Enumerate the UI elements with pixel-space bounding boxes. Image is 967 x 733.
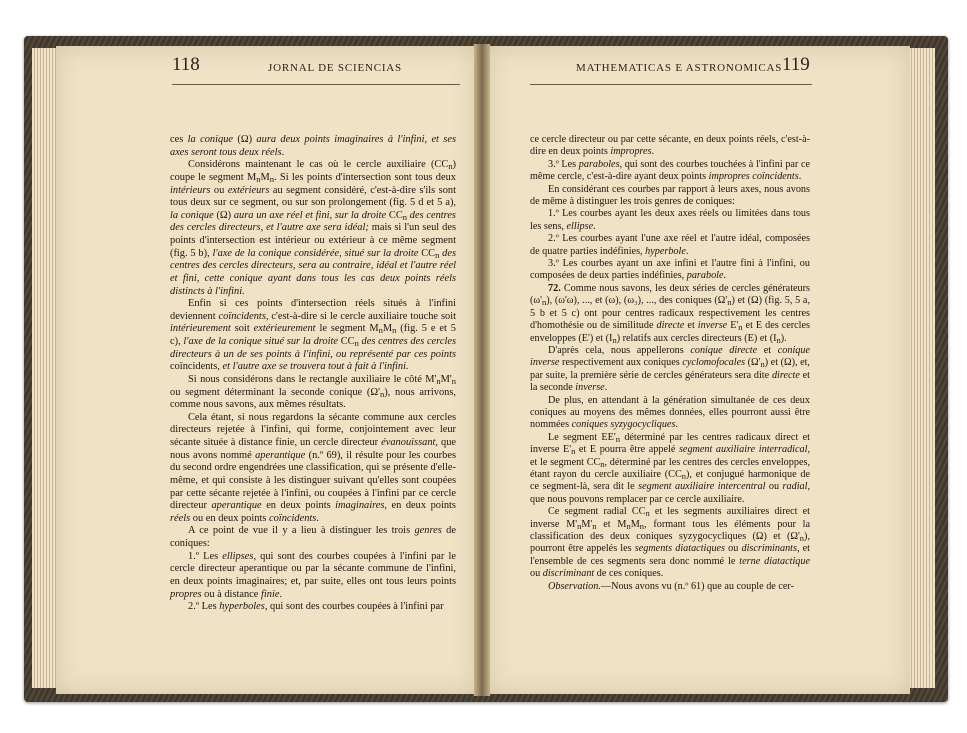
header-rule	[172, 84, 460, 85]
text-run: .	[281, 146, 285, 158]
text-run: ).	[780, 332, 787, 344]
paragraph	[170, 525, 456, 550]
paragraph	[530, 233, 810, 258]
text-run: et	[684, 320, 698, 332]
text-run: parabole	[686, 270, 724, 282]
text-run: aura deux points imaginaires à l'infini	[256, 134, 425, 145]
text-run: Observation.	[548, 580, 601, 592]
text-run: de coniques:	[170, 525, 456, 549]
text-run: (Ω)	[233, 134, 257, 145]
text-run: Cela étant, si nous regardons la sécante commune aux cercles directeurs rejetée à l'infini, qui forme, conjointement avec leur sécante située à distance finie, un cercle directeur	[170, 411, 456, 448]
text-run: segment auxiliaire intercentral	[638, 481, 766, 493]
paragraph	[170, 374, 456, 412]
text-run: ou	[765, 481, 783, 493]
text-run: imaginaires	[335, 500, 385, 512]
book-gutter	[474, 44, 490, 696]
text-run: segment auxiliaire interradical	[678, 444, 808, 456]
text-run: n	[799, 533, 805, 543]
text-run: la conique	[187, 134, 234, 145]
text-run: 1.º Les courbes ayant les deux axes réels ou limitées dans tous les sens,	[530, 208, 810, 232]
text-run: directe	[771, 369, 800, 381]
text-run: , en deux points	[384, 500, 456, 512]
text-run: des centres des cercles directeurs, et l'autre axe sera idéal;	[170, 209, 456, 234]
text-run: aperantique	[255, 449, 306, 461]
text-run: n	[776, 334, 781, 345]
text-run: n	[600, 458, 605, 469]
text-run: intérieurement	[170, 323, 231, 335]
text-run: A ce point de vue il y a lieu à distinguer les trois	[188, 525, 415, 537]
text-run: de ces coniques.	[594, 568, 664, 580]
text-run: aperantique	[211, 500, 262, 512]
right-page-header	[530, 54, 812, 80]
text-run: ce cercle directeur ou par cette sécante, en deux points réels, c'est-à-dire en deux points	[530, 134, 810, 158]
text-run: genres	[414, 525, 442, 537]
text-run: n	[448, 161, 453, 172]
text-run: M	[630, 518, 640, 530]
text-run: Le segment EE'	[548, 431, 616, 443]
text-run: et les segments auxiliaires direct et inverse M'	[530, 506, 810, 530]
paragraph	[170, 159, 456, 298]
text-run: et l'autre axe se trouvera tout à fait à l'infini.	[222, 361, 409, 373]
text-run: n	[639, 520, 645, 531]
text-run: conique directe	[690, 344, 758, 356]
text-run: n	[760, 359, 765, 370]
text-run: radial	[782, 481, 808, 493]
paragraph	[170, 412, 456, 526]
text-run: et la seconde	[530, 369, 810, 394]
text-run: .	[279, 588, 283, 600]
text-run: ), nous arrivons, comme nous savons, aux mêmes résultats.	[170, 386, 457, 411]
text-run: directe	[656, 320, 685, 332]
text-run: .	[675, 419, 678, 431]
left-page-text	[170, 134, 456, 618]
paragraph	[530, 283, 810, 345]
text-run: n	[612, 334, 617, 345]
text-run: M	[382, 323, 393, 335]
paragraph	[530, 395, 810, 432]
text-run: respectivement aux coniques	[559, 357, 683, 369]
text-run: n	[269, 173, 274, 184]
text-run: n	[615, 433, 620, 444]
paragraph	[530, 581, 810, 593]
paragraph	[530, 432, 810, 506]
page-number: 118	[172, 54, 200, 75]
text-run: ), (ω'ω), ..., et (ω), (ω₃), ..., des coniques (Ω'	[546, 295, 728, 307]
text-run: discriminants	[741, 543, 797, 555]
text-run: et	[757, 344, 778, 356]
text-run: 2.º Les	[188, 601, 220, 613]
text-run: ) coupe le segment M	[170, 159, 456, 183]
text-run: impropres coïncidents	[708, 171, 799, 183]
text-run: .	[685, 245, 689, 257]
text-run: ) et (Ω) (fig. 5, 5 a, 5 b et 5 c) ont pour centres radicaux respectivement les centres d'homothésie ou de similitude	[530, 295, 810, 332]
text-run: .	[604, 382, 608, 394]
text-run: impropres	[610, 146, 652, 158]
text-run: n	[577, 520, 582, 531]
text-run: , et l'ensemble de ces segments sera donc nommé le	[530, 543, 810, 567]
text-run: des centres des cercles directeurs, sera au contraire, idéal et l'autre réel et fini, cette conique ayant dans tous les cas deux points réels distincts à l'infini.	[170, 247, 457, 297]
text-run: n	[379, 388, 385, 399]
text-run: Ce segment radial CC	[548, 506, 646, 518]
text-run: , qui sont des courbes coupées à l'infini par	[264, 601, 444, 613]
text-run: ), et conjugué harmonique de ce segment-là, sera dit le	[530, 468, 810, 493]
text-run: le segment M	[315, 323, 379, 335]
text-run: coïncidents	[218, 310, 266, 322]
text-run: , c'est-à-dire si le cercle auxiliaire touche soit	[265, 310, 456, 322]
text-run: n	[645, 508, 650, 519]
paragraph	[530, 159, 810, 184]
text-run: ou segment déterminant la seconde conique (Ω'	[170, 386, 380, 398]
text-run: n	[354, 338, 359, 348]
text-run: ,	[424, 134, 432, 145]
text-run: .	[316, 512, 319, 524]
text-run: , déterminé par les centres des cercles enveloppes, étant rayon du cercle auxiliaire (CC	[530, 456, 810, 480]
page-edges-right	[909, 48, 935, 688]
text-run: En considérant ces courbes par rapport à leurs axes, nous avons de même à distinguer les trois genres de coniques:	[530, 183, 810, 208]
text-run: , que nous avons nommé	[170, 437, 456, 461]
text-run: évanouissant	[381, 437, 436, 448]
text-run: M'	[581, 518, 593, 530]
page-edges-left	[32, 48, 58, 688]
text-run: ), pourront être appelés les	[530, 531, 810, 555]
text-run: 1.º Les	[188, 550, 223, 562]
paragraph	[530, 258, 810, 283]
text-run: .	[651, 146, 655, 158]
text-run: coïncidents	[269, 512, 317, 524]
paragraph	[170, 298, 456, 374]
text-run: , et le segment CC	[530, 444, 810, 468]
text-run: E'	[727, 320, 739, 332]
text-run: hyperbole	[645, 245, 686, 257]
text-run: (fig. 5 e et 5 c),	[170, 323, 456, 347]
text-run: n	[592, 520, 597, 531]
text-run: , qui sont des courbes touchées à l'infini par ce même cercle, c'est-à-dire ayant deux points	[530, 158, 810, 183]
left-page-header	[172, 54, 460, 80]
text-run: n	[451, 375, 456, 386]
text-run: inverse	[575, 382, 605, 394]
text-run: n	[727, 297, 732, 308]
text-run: De plus, en attendant à la génération simultanée de ces deux coniques au moyens des mêmes données, elles pourront aussi être nommées	[530, 394, 810, 431]
text-run: et M	[596, 518, 627, 530]
text-run: ou à distance	[201, 588, 261, 600]
text-run: .	[723, 270, 727, 282]
text-run: 3.º Les	[548, 158, 579, 170]
text-run: n	[626, 520, 631, 531]
paragraph	[170, 551, 456, 602]
text-run: n	[378, 325, 383, 336]
text-run: déterminé par les centres radicaux direct et inverse E'	[530, 431, 810, 456]
text-run: n	[436, 375, 441, 386]
text-run: D'après cela, nous appellerons	[548, 344, 691, 356]
text-run: 2.º Les courbes ayant l'une axe réel et l'autre idéal, composées de quatre parties indéfinies,	[530, 233, 810, 257]
text-run: la conique	[170, 209, 214, 221]
text-run: n	[435, 249, 440, 260]
text-run: coniques syzygocycliques	[571, 419, 676, 431]
text-run: ) et (Ω), et, par suite, la première série de cercles générateurs sera dite	[530, 357, 810, 381]
text-run: ou	[725, 543, 742, 555]
text-run: (n.º 69), il résulte pour les courbes du second ordre engendrées une classification, qui se présente d'elle-même, et qui consiste à les distinguer suivant qu'elles sont coupées par cette sécante rejetée à l'infini, ou coupées à l'infini par ce cercle directeur	[170, 449, 456, 512]
text-run: ou	[530, 568, 543, 580]
text-run: extérieurement	[253, 323, 316, 335]
text-run: intérieurs	[170, 184, 211, 196]
text-run: terne diatactique	[739, 555, 810, 567]
text-run: CC	[418, 247, 436, 259]
text-run: l'axe de la conique considérée, situé sur la droite	[212, 247, 419, 259]
text-run: ellipse	[566, 220, 594, 232]
text-run: paraboles	[578, 158, 620, 170]
text-run: ces	[170, 134, 188, 145]
text-run: ) relatifs aux cercles directeurs (E) et (I	[616, 332, 777, 344]
header-rule	[530, 84, 812, 85]
text-run: , formant tous les éléments pour la classification des deux coniques syzygocycliques (Ω) et (Ω'	[530, 518, 810, 542]
text-run: réels	[170, 512, 191, 524]
text-run: —Nous avons vu (n.º 61) que au couple de cer-	[600, 580, 794, 592]
text-run: 3.º Les courbes ayant un axe infini et l'autre fini à l'infini, ou composées de deux parties indéfinies,	[530, 258, 810, 282]
text-run: segments diatactiques	[634, 543, 726, 555]
paragraph	[170, 601, 456, 614]
text-run: l'axe de la conique situé sur la droite	[183, 336, 339, 347]
paragraph	[530, 208, 810, 233]
text-run: M	[260, 171, 270, 183]
text-run: CC	[338, 336, 355, 347]
text-run: aura un axe réel et fini, sur la droite	[233, 209, 387, 221]
text-run: n	[541, 297, 547, 308]
right-page-text	[530, 134, 810, 620]
text-run: n	[681, 470, 687, 481]
paragraph	[530, 506, 810, 580]
running-title: JORNAL DE SCIENCIAS	[268, 62, 402, 74]
paragraph	[530, 345, 810, 395]
text-run: et E pourra être appelé	[575, 444, 679, 456]
text-run: n	[738, 322, 743, 333]
text-run: Comme nous savons, les deux séries de cercles générateurs (ω'	[530, 282, 810, 307]
text-run: (Ω)	[213, 209, 234, 221]
text-run: ou en deux points	[190, 512, 269, 524]
text-run: 72.	[548, 282, 561, 294]
text-run: (Ω'	[745, 357, 761, 369]
text-run: et E des cercles enveloppes (E') et (I	[530, 320, 811, 344]
text-run: Considérons maintenant le cas où le cercle auxiliaire (CC	[188, 159, 449, 171]
paragraph	[530, 134, 810, 159]
text-run: M'	[440, 373, 452, 385]
text-run: n	[402, 211, 408, 222]
text-run: , qui sont des courbes coupées à l'infini par le cercle directeur aperantique ou par la sécante commune de l'infini, en deux points imaginaires; et, par suite, elles ont tous leurs points	[170, 550, 456, 587]
text-run: en deux points	[261, 500, 336, 512]
text-run: au segment considéré, c'est-à-dire s'ils sont tous deux sur ce segment, ou sur son prolongement (fig. 5 d et 5 a),	[170, 184, 456, 209]
paragraph	[530, 184, 810, 209]
text-run: soit	[230, 323, 254, 335]
page-number: 119	[782, 54, 810, 75]
text-run: extérieurs	[227, 184, 270, 196]
text-run: conique inverse	[530, 344, 810, 369]
text-run: discriminant	[542, 568, 595, 580]
running-title: MATHEMATICAS E ASTRONOMICAS	[576, 62, 783, 74]
text-run: n	[256, 173, 261, 184]
text-run: ou	[210, 184, 228, 196]
text-run: ellipses	[222, 550, 254, 562]
text-run: finie	[261, 588, 280, 600]
paragraph	[170, 134, 456, 159]
text-run: .	[593, 220, 596, 232]
text-run: n	[571, 446, 576, 457]
text-run: Enfin si ces points d'intersection réels situés à l'infini deviennent	[170, 298, 456, 322]
text-run: n	[392, 325, 397, 336]
text-run: . Si les points d'intersection sont tous deux	[273, 171, 456, 183]
text-run: et ses axes seront tous deux réels	[170, 134, 457, 158]
text-run: propres	[170, 588, 202, 600]
text-run: Si nous considérons dans le rectangle auxiliaire le côté M'	[188, 373, 437, 385]
text-run: coïncidents,	[170, 361, 223, 373]
text-run: cyclomofocales	[682, 357, 746, 369]
text-run: CC	[386, 209, 403, 221]
text-run: inverse	[697, 320, 728, 332]
text-run: , que nous pouvons remplacer par ce cercle auxiliaire.	[530, 481, 811, 505]
text-run: hyperboles	[219, 601, 265, 613]
text-run: .	[798, 171, 802, 183]
text-run: mais si l'un seul des points d'intersection est intérieur ou extérieur à ce même segment (fig. 5 b),	[170, 222, 456, 259]
text-run: des centres des cercles directeurs à un de ses points à l'infini, ou représenté par ces points	[170, 336, 456, 360]
